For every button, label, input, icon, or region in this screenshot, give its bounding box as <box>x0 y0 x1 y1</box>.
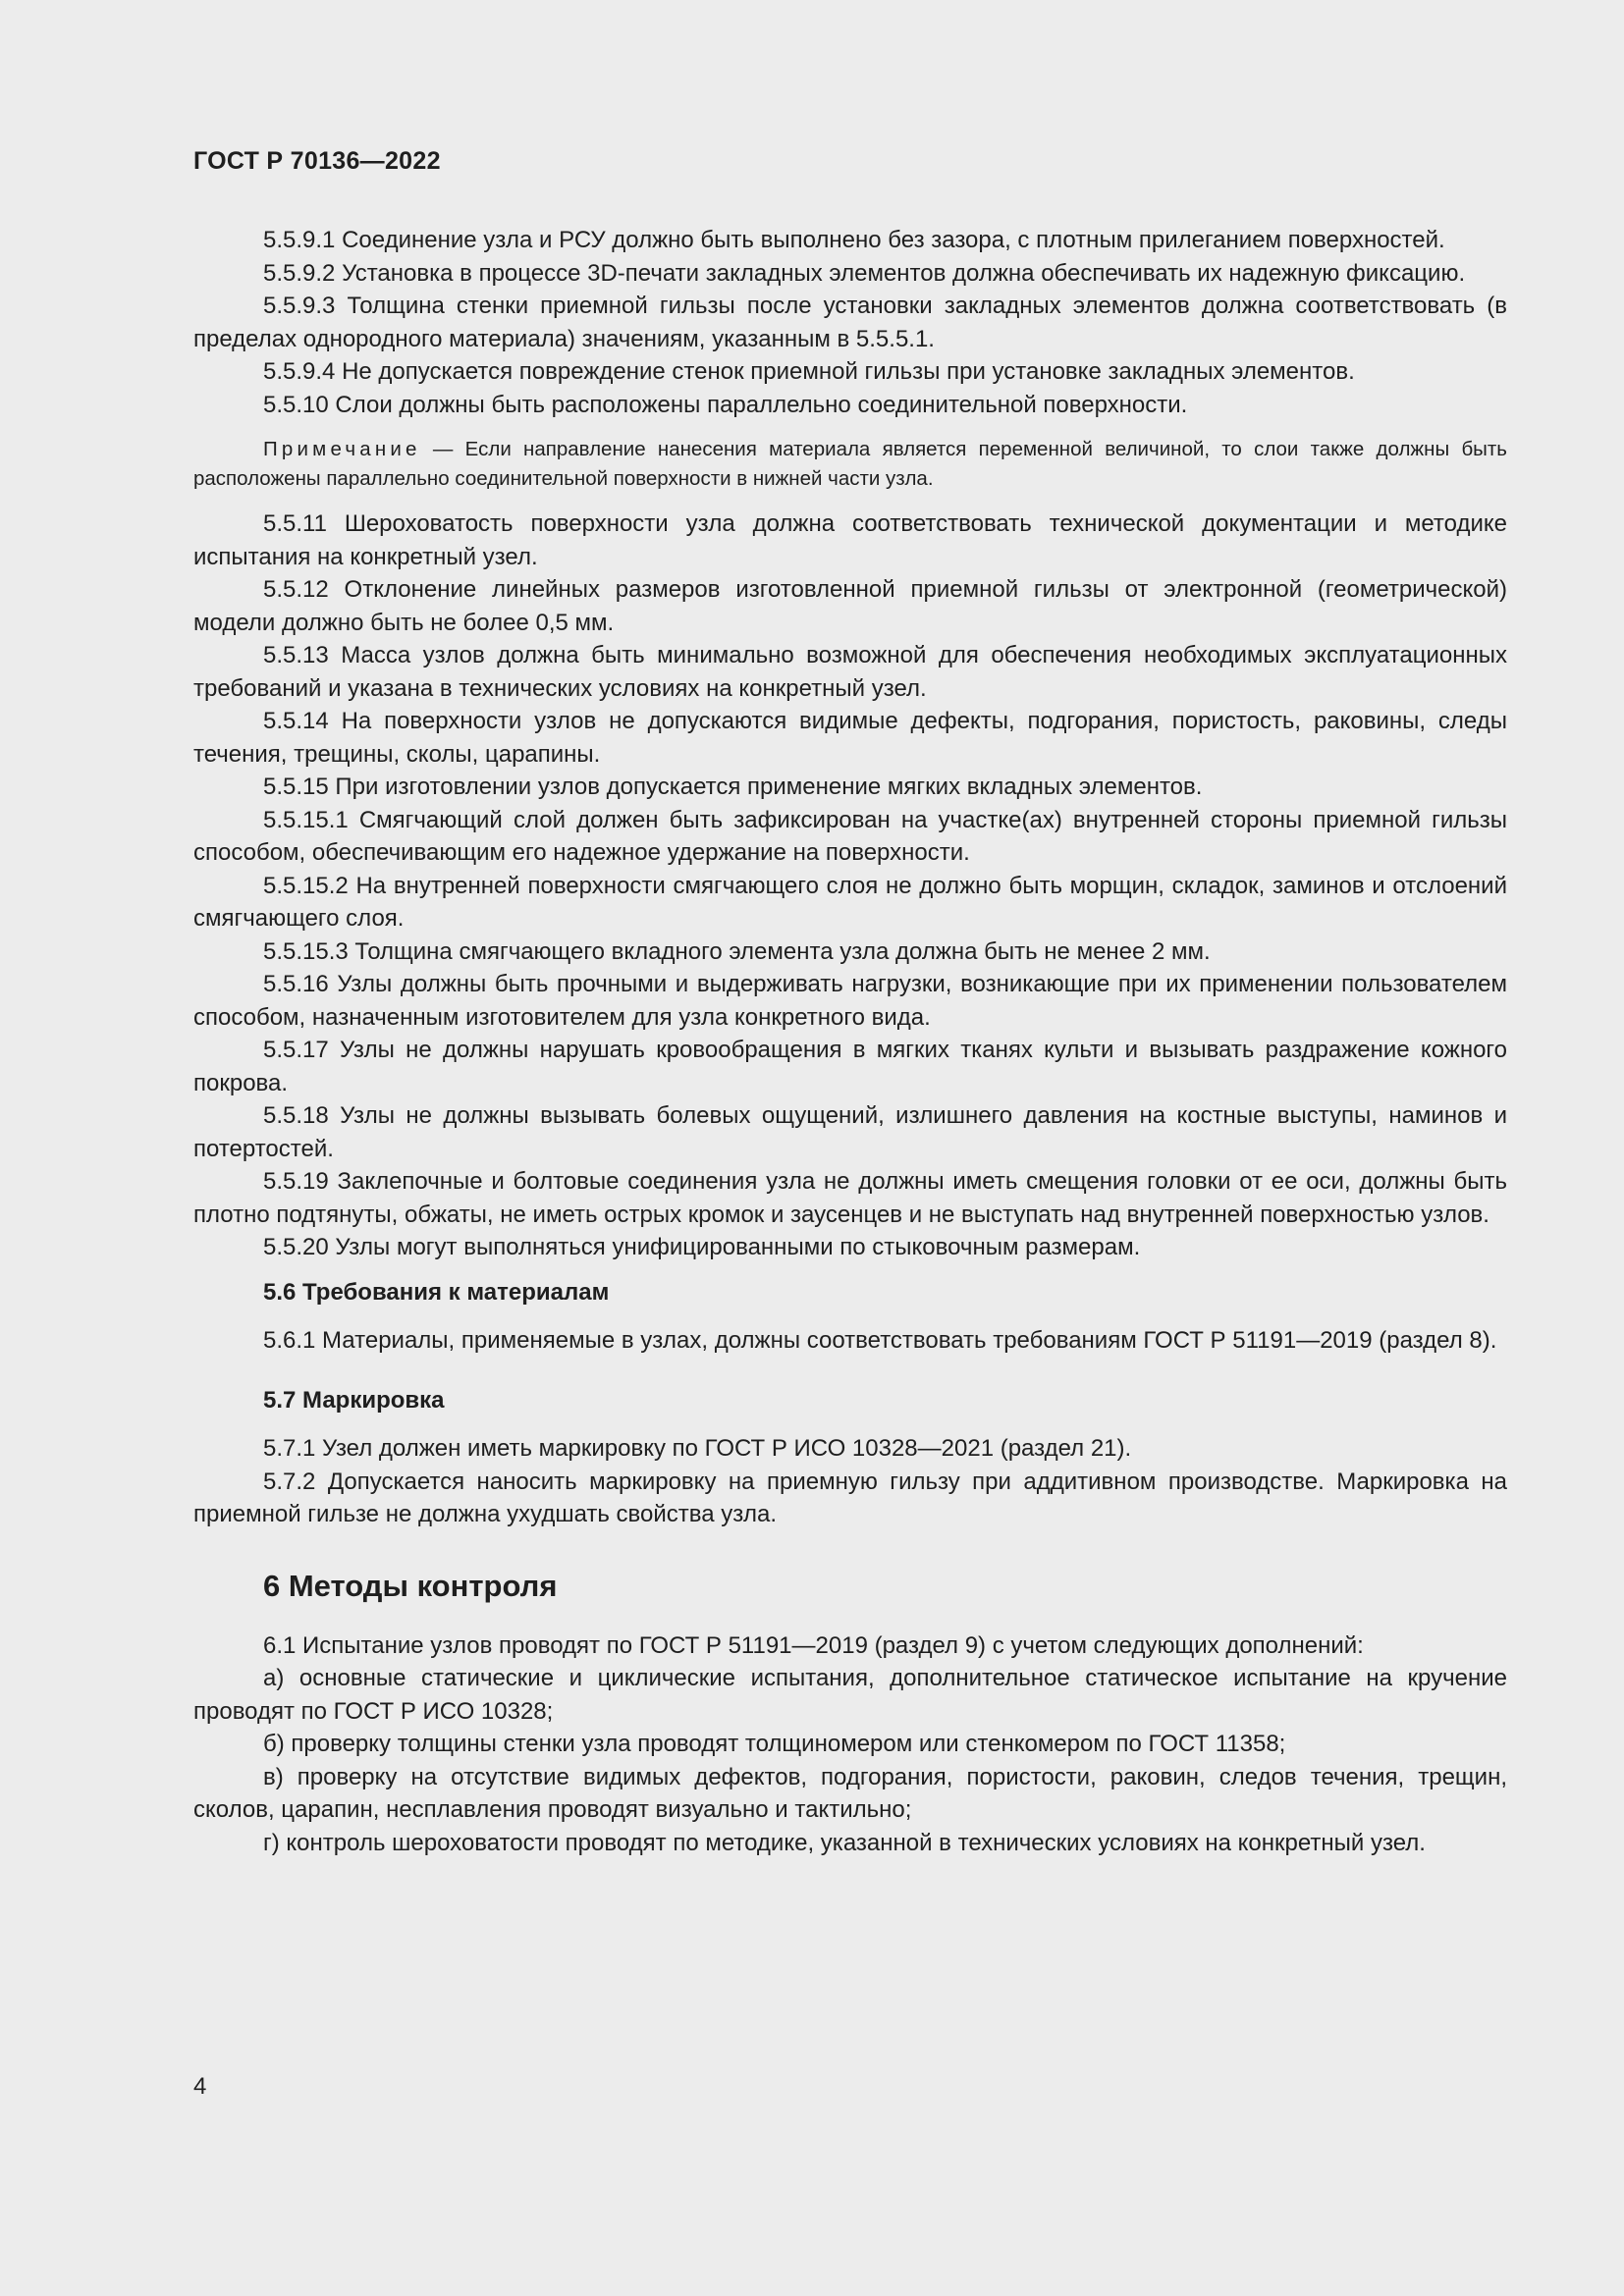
list-item-b: б) проверку толщины стенки узла проводят толщиномером или стенкомером по ГОСТ 11358; <box>263 1731 1286 1757</box>
paragraph-5-5-15-1: 5.5.15.1 Смягчающий слой должен быть зафиксирован на участке(ах) внутренней стороны приемной гильзы способом, обеспечивающим его надежное удержание на поверхности. <box>193 806 1507 866</box>
paragraph-6-1: 6.1 Испытание узлов проводят по ГОСТ Р 51191—2019 (раздел 9) с учетом следующих дополнений: <box>263 1631 1364 1659</box>
page-number: 4 <box>193 2073 207 2100</box>
paragraph-5-5-9-4: 5.5.9.4 Не допускается повреждение стенок приемной гильзы при установке закладных элементов. <box>263 358 1355 385</box>
paragraph-5-5-16: 5.5.16 Узлы должны быть прочными и выдерживать нагрузки, возникающие при их применении пользователем способом, назначенным изготовителем для узла конкретного вида. <box>193 971 1507 1031</box>
paragraph-5-7-2: 5.7.2 Допускается наносить маркировку на приемную гильзу при аддитивном производстве. Маркировка на приемной гильзе не должна ухудшать свойства узла. <box>193 1468 1507 1527</box>
paragraph-5-5-17: 5.5.17 Узлы не должны нарушать кровообращения в мягких тканях культи и вызывать раздражение кожного покрова. <box>193 1037 1507 1096</box>
document-header: ГОСТ Р 70136—2022 <box>193 147 441 175</box>
paragraph-5-5-12: 5.5.12 Отклонение линейных размеров изготовленной приемной гильзы от электронной (геометрической) модели должно быть не более 0,5 мм. <box>193 576 1507 636</box>
subsection-heading-5-6: 5.6 Требования к материалам <box>263 1278 610 1306</box>
paragraph-5-6-1: 5.6.1 Материалы, применяемые в узлах, должны соответствовать требованиям ГОСТ Р 51191—2019 (раздел 8). <box>263 1326 1497 1354</box>
subsection-heading-5-7: 5.7 Маркировка <box>263 1387 445 1414</box>
paragraph-5-5-19: 5.5.19 Заклепочные и болтовые соединения узла не должны иметь смещения головки от ее оси, должны быть плотно подтянуты, обжаты, не иметь острых кромок и заусенцев и не выступать над внутренней поверхностью узлов. <box>193 1168 1507 1228</box>
note-label: Примечание <box>263 438 421 460</box>
paragraph-5-5-10: 5.5.10 Слои должны быть расположены параллельно соединительной поверхности. <box>263 391 1188 418</box>
document-body <box>193 224 1507 1859</box>
paragraph-5-7-1: 5.7.1 Узел должен иметь маркировку по ГОСТ Р ИСО 10328—2021 (раздел 21). <box>263 1435 1132 1462</box>
list-item-g: г) контроль шероховатости проводят по методике, указанной в технических условиях на конкретный узел. <box>263 1829 1426 1856</box>
paragraph-5-5-15-3: 5.5.15.3 Толщина смягчающего вкладного элемента узла должна быть не менее 2 мм. <box>263 937 1211 965</box>
paragraph-5-5-14: 5.5.14 На поверхности узлов не допускаются видимые дефекты, подгорания, пористость, раковины, следы течения, трещины, сколы, царапины. <box>193 708 1507 768</box>
paragraph-5-5-9-3: 5.5.9.3 Толщина стенки приемной гильзы после установки закладных элементов должна соответствовать (в пределах однородного материала) значениям, указанным в 5.5.5.1. <box>193 293 1507 352</box>
section-heading-6: 6 Методы контроля <box>263 1568 558 1603</box>
paragraph-5-5-18: 5.5.18 Узлы не должны вызывать болевых ощущений, излишнего давления на костные выступы, наминов и потертостей. <box>193 1102 1507 1162</box>
paragraph-5-5-15: 5.5.15 При изготовлении узлов допускается применение мягких вкладных элементов. <box>263 774 1203 800</box>
list-item-a: а) основные статические и циклические испытания, дополнительное статическое испытание на кручение проводят по ГОСТ Р ИСО 10328; <box>193 1665 1507 1725</box>
paragraph-5-5-15-2: 5.5.15.2 На внутренней поверхности смягчающего слоя не должно быть морщин, складок, заминов и отслоений смягчающего слоя. <box>193 872 1507 932</box>
paragraph-5-5-13: 5.5.13 Масса узлов должна быть минимально возможной для обеспечения необходимых эксплуатационных требований и указана в технических условиях на конкретный узел. <box>193 642 1507 702</box>
paragraph-5-5-9-1: 5.5.9.1 Соединение узла и РСУ должно быть выполнено без зазора, с плотным прилеганием поверхностей. <box>263 227 1445 253</box>
paragraph-5-5-20: 5.5.20 Узлы могут выполняться унифицированными по стыковочным размерам. <box>263 1234 1141 1260</box>
note-text: — Если направление нанесения материала является переменной величиной, то слои также должны быть расположены параллельно соединительной поверхности в нижней части узла. <box>193 438 1507 490</box>
note <box>193 435 1507 494</box>
list-item-v: в) проверку на отсутствие видимых дефектов, подгорания, пористости, раковин, следов течения, трещин, сколов, царапин, несплавления проводят визуально и тактильно; <box>193 1763 1507 1823</box>
paragraph-5-5-9-2: 5.5.9.2 Установка в процессе 3D-печати закладных элементов должна обеспечивать их надежную фиксацию. <box>263 259 1466 287</box>
paragraph-5-5-11: 5.5.11 Шероховатость поверхности узла должна соответствовать технической документации и методике испытания на конкретный узел. <box>193 510 1507 570</box>
